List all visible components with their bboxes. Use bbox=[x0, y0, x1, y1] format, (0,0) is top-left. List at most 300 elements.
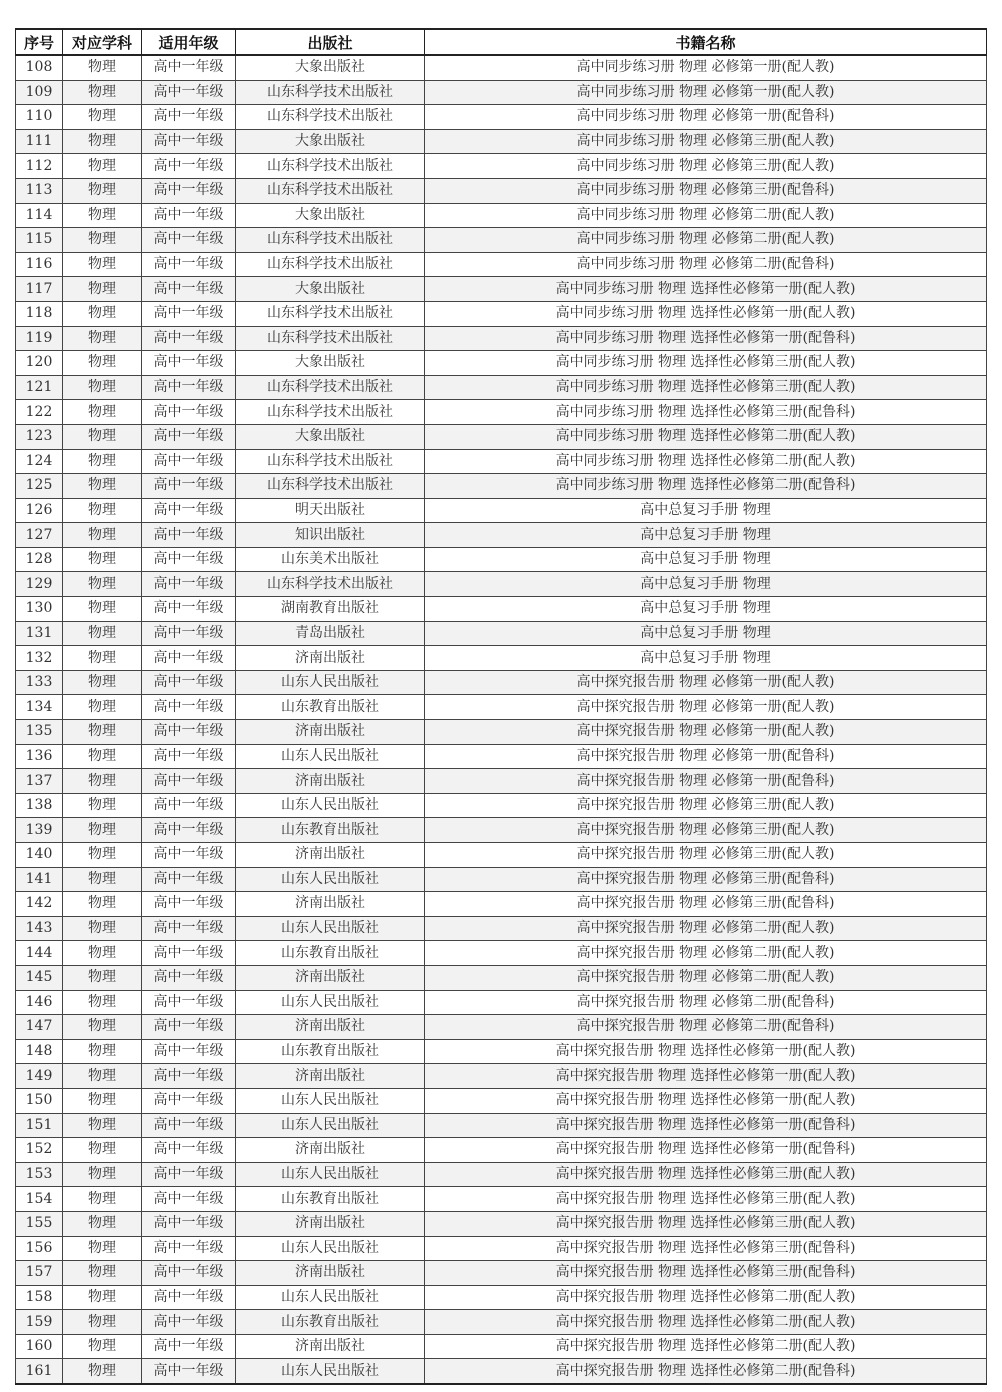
cell-grade: 高中一年级 bbox=[142, 547, 236, 572]
table-row bbox=[16, 1285, 987, 1310]
table-row bbox=[16, 793, 987, 818]
cell-publisher: 山东人民出版社 bbox=[236, 990, 425, 1015]
cell-book-title: 高中同步练习册 物理 必修第一册(配鲁科) bbox=[425, 105, 987, 130]
cell-subject: 物理 bbox=[63, 301, 142, 326]
cell-subject: 物理 bbox=[63, 1088, 142, 1113]
cell-grade: 高中一年级 bbox=[142, 843, 236, 868]
cell-grade: 高中一年级 bbox=[142, 720, 236, 745]
cell-index: 149 bbox=[16, 1064, 63, 1089]
cell-subject: 物理 bbox=[63, 793, 142, 818]
cell-publisher: 山东人民出版社 bbox=[236, 1285, 425, 1310]
cell-subject: 物理 bbox=[63, 818, 142, 843]
table-row bbox=[16, 818, 987, 843]
cell-index: 152 bbox=[16, 1138, 63, 1163]
table-row bbox=[16, 1261, 987, 1286]
cell-subject: 物理 bbox=[63, 1236, 142, 1261]
cell-book-title: 高中探究报告册 物理 必修第一册(配人教) bbox=[425, 720, 987, 745]
cell-publisher: 山东科学技术出版社 bbox=[236, 105, 425, 130]
cell-grade: 高中一年级 bbox=[142, 1039, 236, 1064]
cell-index: 141 bbox=[16, 867, 63, 892]
cell-subject: 物理 bbox=[63, 105, 142, 130]
cell-index: 156 bbox=[16, 1236, 63, 1261]
cell-index: 160 bbox=[16, 1334, 63, 1359]
table-row bbox=[16, 572, 987, 597]
table-row bbox=[16, 203, 987, 228]
cell-publisher: 山东教育出版社 bbox=[236, 1039, 425, 1064]
cell-grade: 高中一年级 bbox=[142, 695, 236, 720]
table-row bbox=[16, 941, 987, 966]
cell-grade: 高中一年级 bbox=[142, 1310, 236, 1335]
cell-grade: 高中一年级 bbox=[142, 1162, 236, 1187]
cell-grade: 高中一年级 bbox=[142, 916, 236, 941]
cell-subject: 物理 bbox=[63, 1113, 142, 1138]
cell-grade: 高中一年级 bbox=[142, 744, 236, 769]
cell-subject: 物理 bbox=[63, 1211, 142, 1236]
cell-grade: 高中一年级 bbox=[142, 424, 236, 449]
cell-publisher: 济南出版社 bbox=[236, 720, 425, 745]
cell-subject: 物理 bbox=[63, 843, 142, 868]
cell-book-title: 高中探究报告册 物理 选择性必修第三册(配人教) bbox=[425, 1162, 987, 1187]
cell-publisher: 山东科学技术出版社 bbox=[236, 154, 425, 179]
cell-subject: 物理 bbox=[63, 916, 142, 941]
cell-grade: 高中一年级 bbox=[142, 498, 236, 523]
cell-book-title: 高中总复习手册 物理 bbox=[425, 572, 987, 597]
cell-subject: 物理 bbox=[63, 351, 142, 376]
table-row bbox=[16, 1015, 987, 1040]
cell-grade: 高中一年级 bbox=[142, 1064, 236, 1089]
header-row bbox=[16, 29, 987, 55]
cell-grade: 高中一年级 bbox=[142, 1334, 236, 1359]
cell-publisher: 济南出版社 bbox=[236, 1334, 425, 1359]
cell-index: 154 bbox=[16, 1187, 63, 1212]
cell-index: 161 bbox=[16, 1359, 63, 1384]
cell-grade: 高中一年级 bbox=[142, 400, 236, 425]
cell-publisher: 山东人民出版社 bbox=[236, 916, 425, 941]
cell-grade: 高中一年级 bbox=[142, 1261, 236, 1286]
cell-index: 145 bbox=[16, 965, 63, 990]
cell-publisher: 知识出版社 bbox=[236, 523, 425, 548]
cell-book-title: 高中同步练习册 物理 必修第三册(配鲁科) bbox=[425, 178, 987, 203]
cell-subject: 物理 bbox=[63, 547, 142, 572]
cell-index: 131 bbox=[16, 621, 63, 646]
cell-publisher: 济南出版社 bbox=[236, 1211, 425, 1236]
cell-book-title: 高中同步练习册 物理 选择性必修第一册(配人教) bbox=[425, 277, 987, 302]
cell-publisher: 大象出版社 bbox=[236, 277, 425, 302]
cell-book-title: 高中探究报告册 物理 必修第三册(配人教) bbox=[425, 793, 987, 818]
cell-subject: 物理 bbox=[63, 449, 142, 474]
table-row bbox=[16, 720, 987, 745]
cell-book-title: 高中同步练习册 物理 选择性必修第二册(配人教) bbox=[425, 449, 987, 474]
cell-publisher: 济南出版社 bbox=[236, 1015, 425, 1040]
cell-subject: 物理 bbox=[63, 154, 142, 179]
table-row bbox=[16, 474, 987, 499]
cell-grade: 高中一年级 bbox=[142, 474, 236, 499]
cell-subject: 物理 bbox=[63, 474, 142, 499]
cell-grade: 高中一年级 bbox=[142, 375, 236, 400]
cell-book-title: 高中总复习手册 物理 bbox=[425, 621, 987, 646]
cell-index: 143 bbox=[16, 916, 63, 941]
cell-subject: 物理 bbox=[63, 498, 142, 523]
cell-grade: 高中一年级 bbox=[142, 228, 236, 253]
cell-book-title: 高中探究报告册 物理 必修第三册(配人教) bbox=[425, 843, 987, 868]
cell-publisher: 山东人民出版社 bbox=[236, 744, 425, 769]
table-row bbox=[16, 523, 987, 548]
cell-book-title: 高中探究报告册 物理 必修第二册(配鲁科) bbox=[425, 1015, 987, 1040]
cell-index: 132 bbox=[16, 646, 63, 671]
cell-book-title: 高中总复习手册 物理 bbox=[425, 498, 987, 523]
cell-index: 138 bbox=[16, 793, 63, 818]
cell-grade: 高中一年级 bbox=[142, 1359, 236, 1384]
cell-book-title: 高中探究报告册 物理 选择性必修第三册(配鲁科) bbox=[425, 1261, 987, 1286]
header-index: 序号 bbox=[16, 29, 63, 55]
cell-publisher: 湖南教育出版社 bbox=[236, 597, 425, 622]
cell-publisher: 山东人民出版社 bbox=[236, 1088, 425, 1113]
cell-grade: 高中一年级 bbox=[142, 203, 236, 228]
table-row bbox=[16, 597, 987, 622]
cell-book-title: 高中同步练习册 物理 选择性必修第一册(配人教) bbox=[425, 301, 987, 326]
table-row bbox=[16, 326, 987, 351]
cell-index: 140 bbox=[16, 843, 63, 868]
cell-subject: 物理 bbox=[63, 646, 142, 671]
cell-book-title: 高中总复习手册 物理 bbox=[425, 597, 987, 622]
cell-grade: 高中一年级 bbox=[142, 1285, 236, 1310]
cell-book-title: 高中总复习手册 物理 bbox=[425, 547, 987, 572]
cell-index: 113 bbox=[16, 178, 63, 203]
cell-publisher: 山东教育出版社 bbox=[236, 1310, 425, 1335]
cell-subject: 物理 bbox=[63, 203, 142, 228]
table-body bbox=[16, 55, 987, 1384]
table-row bbox=[16, 375, 987, 400]
cell-subject: 物理 bbox=[63, 252, 142, 277]
cell-publisher: 山东教育出版社 bbox=[236, 818, 425, 843]
cell-grade: 高中一年级 bbox=[142, 892, 236, 917]
cell-index: 118 bbox=[16, 301, 63, 326]
cell-publisher: 山东科学技术出版社 bbox=[236, 375, 425, 400]
cell-subject: 物理 bbox=[63, 1359, 142, 1384]
table-row bbox=[16, 1310, 987, 1335]
cell-grade: 高中一年级 bbox=[142, 1187, 236, 1212]
table-row bbox=[16, 301, 987, 326]
cell-subject: 物理 bbox=[63, 1138, 142, 1163]
cell-book-title: 高中探究报告册 物理 选择性必修第一册(配人教) bbox=[425, 1039, 987, 1064]
cell-grade: 高中一年级 bbox=[142, 867, 236, 892]
cell-book-title: 高中同步练习册 物理 必修第二册(配人教) bbox=[425, 228, 987, 253]
cell-book-title: 高中同步练习册 物理 选择性必修第三册(配人教) bbox=[425, 351, 987, 376]
cell-index: 119 bbox=[16, 326, 63, 351]
cell-subject: 物理 bbox=[63, 744, 142, 769]
cell-publisher: 山东科学技术出版社 bbox=[236, 572, 425, 597]
cell-grade: 高中一年级 bbox=[142, 597, 236, 622]
cell-index: 155 bbox=[16, 1211, 63, 1236]
cell-publisher: 济南出版社 bbox=[236, 1261, 425, 1286]
cell-grade: 高中一年级 bbox=[142, 1088, 236, 1113]
cell-publisher: 济南出版社 bbox=[236, 646, 425, 671]
cell-grade: 高中一年级 bbox=[142, 154, 236, 179]
cell-book-title: 高中探究报告册 物理 选择性必修第三册(配人教) bbox=[425, 1211, 987, 1236]
cell-publisher: 青岛出版社 bbox=[236, 621, 425, 646]
cell-book-title: 高中同步练习册 物理 必修第一册(配人教) bbox=[425, 55, 987, 80]
table-row bbox=[16, 769, 987, 794]
cell-publisher: 山东科学技术出版社 bbox=[236, 228, 425, 253]
table-row bbox=[16, 744, 987, 769]
cell-publisher: 济南出版社 bbox=[236, 965, 425, 990]
cell-index: 146 bbox=[16, 990, 63, 1015]
table-row bbox=[16, 695, 987, 720]
table-row bbox=[16, 892, 987, 917]
table-row bbox=[16, 1359, 987, 1384]
table-row bbox=[16, 1039, 987, 1064]
cell-index: 142 bbox=[16, 892, 63, 917]
cell-grade: 高中一年级 bbox=[142, 793, 236, 818]
cell-subject: 物理 bbox=[63, 941, 142, 966]
cell-subject: 物理 bbox=[63, 695, 142, 720]
cell-publisher: 山东教育出版社 bbox=[236, 941, 425, 966]
cell-book-title: 高中同步练习册 物理 必修第一册(配人教) bbox=[425, 80, 987, 105]
table-row bbox=[16, 646, 987, 671]
cell-book-title: 高中总复习手册 物理 bbox=[425, 646, 987, 671]
cell-subject: 物理 bbox=[63, 400, 142, 425]
cell-subject: 物理 bbox=[63, 621, 142, 646]
cell-publisher: 大象出版社 bbox=[236, 351, 425, 376]
cell-publisher: 山东人民出版社 bbox=[236, 1359, 425, 1384]
cell-index: 114 bbox=[16, 203, 63, 228]
cell-index: 151 bbox=[16, 1113, 63, 1138]
cell-book-title: 高中探究报告册 物理 选择性必修第一册(配鲁科) bbox=[425, 1113, 987, 1138]
cell-publisher: 济南出版社 bbox=[236, 1138, 425, 1163]
table-row bbox=[16, 80, 987, 105]
cell-publisher: 山东科学技术出版社 bbox=[236, 252, 425, 277]
table-row bbox=[16, 228, 987, 253]
cell-index: 110 bbox=[16, 105, 63, 130]
cell-index: 139 bbox=[16, 818, 63, 843]
cell-publisher: 大象出版社 bbox=[236, 129, 425, 154]
cell-publisher: 山东教育出版社 bbox=[236, 695, 425, 720]
cell-book-title: 高中同步练习册 物理 必修第二册(配人教) bbox=[425, 203, 987, 228]
cell-subject: 物理 bbox=[63, 670, 142, 695]
table-row bbox=[16, 867, 987, 892]
cell-index: 133 bbox=[16, 670, 63, 695]
cell-index: 129 bbox=[16, 572, 63, 597]
cell-publisher: 大象出版社 bbox=[236, 203, 425, 228]
cell-book-title: 高中同步练习册 物理 必修第三册(配人教) bbox=[425, 129, 987, 154]
table-row bbox=[16, 547, 987, 572]
table-row bbox=[16, 670, 987, 695]
cell-grade: 高中一年级 bbox=[142, 55, 236, 80]
cell-book-title: 高中探究报告册 物理 选择性必修第一册(配鲁科) bbox=[425, 1138, 987, 1163]
cell-index: 135 bbox=[16, 720, 63, 745]
cell-subject: 物理 bbox=[63, 178, 142, 203]
table-row bbox=[16, 1236, 987, 1261]
cell-publisher: 山东人民出版社 bbox=[236, 867, 425, 892]
cell-grade: 高中一年级 bbox=[142, 941, 236, 966]
cell-grade: 高中一年级 bbox=[142, 670, 236, 695]
cell-index: 158 bbox=[16, 1285, 63, 1310]
cell-publisher: 山东人民出版社 bbox=[236, 793, 425, 818]
cell-subject: 物理 bbox=[63, 1310, 142, 1335]
cell-grade: 高中一年级 bbox=[142, 965, 236, 990]
cell-book-title: 高中探究报告册 物理 选择性必修第二册(配人教) bbox=[425, 1285, 987, 1310]
cell-publisher: 山东美术出版社 bbox=[236, 547, 425, 572]
cell-grade: 高中一年级 bbox=[142, 129, 236, 154]
cell-subject: 物理 bbox=[63, 1261, 142, 1286]
cell-book-title: 高中同步练习册 物理 选择性必修第一册(配鲁科) bbox=[425, 326, 987, 351]
cell-grade: 高中一年级 bbox=[142, 449, 236, 474]
cell-book-title: 高中探究报告册 物理 必修第三册(配人教) bbox=[425, 818, 987, 843]
cell-publisher: 山东科学技术出版社 bbox=[236, 326, 425, 351]
cell-grade: 高中一年级 bbox=[142, 80, 236, 105]
cell-publisher: 山东人民出版社 bbox=[236, 1162, 425, 1187]
table-row bbox=[16, 621, 987, 646]
cell-index: 125 bbox=[16, 474, 63, 499]
cell-index: 126 bbox=[16, 498, 63, 523]
table-row bbox=[16, 1162, 987, 1187]
cell-subject: 物理 bbox=[63, 1064, 142, 1089]
cell-publisher: 山东科学技术出版社 bbox=[236, 474, 425, 499]
table-row bbox=[16, 424, 987, 449]
cell-index: 112 bbox=[16, 154, 63, 179]
cell-book-title: 高中同步练习册 物理 必修第二册(配鲁科) bbox=[425, 252, 987, 277]
cell-grade: 高中一年级 bbox=[142, 301, 236, 326]
cell-index: 128 bbox=[16, 547, 63, 572]
cell-book-title: 高中探究报告册 物理 选择性必修第二册(配人教) bbox=[425, 1334, 987, 1359]
cell-publisher: 济南出版社 bbox=[236, 843, 425, 868]
cell-book-title: 高中探究报告册 物理 选择性必修第三册(配鲁科) bbox=[425, 1236, 987, 1261]
cell-index: 130 bbox=[16, 597, 63, 622]
cell-index: 150 bbox=[16, 1088, 63, 1113]
cell-subject: 物理 bbox=[63, 1162, 142, 1187]
cell-book-title: 高中探究报告册 物理 必修第一册(配鲁科) bbox=[425, 744, 987, 769]
cell-subject: 物理 bbox=[63, 1187, 142, 1212]
cell-index: 123 bbox=[16, 424, 63, 449]
cell-grade: 高中一年级 bbox=[142, 105, 236, 130]
table-row bbox=[16, 1138, 987, 1163]
cell-subject: 物理 bbox=[63, 55, 142, 80]
table-row bbox=[16, 178, 987, 203]
header-book-title: 书籍名称 bbox=[425, 29, 987, 55]
cell-index: 157 bbox=[16, 1261, 63, 1286]
cell-index: 148 bbox=[16, 1039, 63, 1064]
cell-subject: 物理 bbox=[63, 720, 142, 745]
cell-subject: 物理 bbox=[63, 990, 142, 1015]
cell-subject: 物理 bbox=[63, 769, 142, 794]
cell-publisher: 山东教育出版社 bbox=[236, 1187, 425, 1212]
cell-subject: 物理 bbox=[63, 1015, 142, 1040]
cell-grade: 高中一年级 bbox=[142, 252, 236, 277]
cell-index: 134 bbox=[16, 695, 63, 720]
table-row bbox=[16, 916, 987, 941]
cell-publisher: 大象出版社 bbox=[236, 55, 425, 80]
cell-subject: 物理 bbox=[63, 424, 142, 449]
cell-book-title: 高中同步练习册 物理 选择性必修第三册(配人教) bbox=[425, 375, 987, 400]
table-row bbox=[16, 1113, 987, 1138]
cell-book-title: 高中探究报告册 物理 必修第三册(配鲁科) bbox=[425, 867, 987, 892]
header-subject: 对应学科 bbox=[63, 29, 142, 55]
cell-publisher: 山东人民出版社 bbox=[236, 1113, 425, 1138]
cell-grade: 高中一年级 bbox=[142, 990, 236, 1015]
cell-subject: 物理 bbox=[63, 1039, 142, 1064]
table-row bbox=[16, 498, 987, 523]
cell-book-title: 高中探究报告册 物理 必修第一册(配人教) bbox=[425, 670, 987, 695]
cell-book-title: 高中探究报告册 物理 必修第一册(配人教) bbox=[425, 695, 987, 720]
cell-book-title: 高中探究报告册 物理 必修第二册(配人教) bbox=[425, 941, 987, 966]
cell-subject: 物理 bbox=[63, 1285, 142, 1310]
cell-subject: 物理 bbox=[63, 523, 142, 548]
cell-subject: 物理 bbox=[63, 892, 142, 917]
cell-grade: 高中一年级 bbox=[142, 1015, 236, 1040]
cell-publisher: 山东科学技术出版社 bbox=[236, 449, 425, 474]
cell-grade: 高中一年级 bbox=[142, 351, 236, 376]
table-row bbox=[16, 277, 987, 302]
cell-index: 122 bbox=[16, 400, 63, 425]
table-row bbox=[16, 449, 987, 474]
cell-book-title: 高中探究报告册 物理 必修第二册(配鲁科) bbox=[425, 990, 987, 1015]
cell-publisher: 山东科学技术出版社 bbox=[236, 301, 425, 326]
cell-book-title: 高中探究报告册 物理 选择性必修第一册(配人教) bbox=[425, 1064, 987, 1089]
table-row bbox=[16, 1088, 987, 1113]
cell-book-title: 高中探究报告册 物理 必修第三册(配鲁科) bbox=[425, 892, 987, 917]
book-list-table bbox=[15, 28, 987, 1385]
cell-book-title: 高中同步练习册 物理 必修第三册(配人教) bbox=[425, 154, 987, 179]
cell-book-title: 高中同步练习册 物理 选择性必修第二册(配人教) bbox=[425, 424, 987, 449]
cell-subject: 物理 bbox=[63, 572, 142, 597]
cell-book-title: 高中探究报告册 物理 选择性必修第二册(配鲁科) bbox=[425, 1359, 987, 1384]
cell-index: 147 bbox=[16, 1015, 63, 1040]
cell-subject: 物理 bbox=[63, 867, 142, 892]
table-row bbox=[16, 252, 987, 277]
cell-index: 121 bbox=[16, 375, 63, 400]
table-row bbox=[16, 351, 987, 376]
cell-index: 116 bbox=[16, 252, 63, 277]
cell-index: 111 bbox=[16, 129, 63, 154]
cell-grade: 高中一年级 bbox=[142, 277, 236, 302]
table-row bbox=[16, 1064, 987, 1089]
cell-book-title: 高中同步练习册 物理 选择性必修第三册(配鲁科) bbox=[425, 400, 987, 425]
cell-subject: 物理 bbox=[63, 597, 142, 622]
cell-subject: 物理 bbox=[63, 375, 142, 400]
cell-grade: 高中一年级 bbox=[142, 646, 236, 671]
cell-publisher: 山东人民出版社 bbox=[236, 1236, 425, 1261]
cell-index: 127 bbox=[16, 523, 63, 548]
cell-index: 120 bbox=[16, 351, 63, 376]
cell-book-title: 高中探究报告册 物理 必修第二册(配人教) bbox=[425, 965, 987, 990]
cell-grade: 高中一年级 bbox=[142, 1236, 236, 1261]
table-row bbox=[16, 990, 987, 1015]
table-row bbox=[16, 400, 987, 425]
cell-index: 136 bbox=[16, 744, 63, 769]
cell-index: 159 bbox=[16, 1310, 63, 1335]
cell-index: 108 bbox=[16, 55, 63, 80]
cell-grade: 高中一年级 bbox=[142, 572, 236, 597]
cell-subject: 物理 bbox=[63, 965, 142, 990]
cell-book-title: 高中探究报告册 物理 必修第一册(配鲁科) bbox=[425, 769, 987, 794]
cell-index: 115 bbox=[16, 228, 63, 253]
table-row bbox=[16, 154, 987, 179]
cell-publisher: 济南出版社 bbox=[236, 892, 425, 917]
table-row bbox=[16, 129, 987, 154]
cell-publisher: 济南出版社 bbox=[236, 1064, 425, 1089]
cell-index: 144 bbox=[16, 941, 63, 966]
cell-grade: 高中一年级 bbox=[142, 1113, 236, 1138]
table-row bbox=[16, 55, 987, 80]
table-row bbox=[16, 843, 987, 868]
cell-publisher: 明天出版社 bbox=[236, 498, 425, 523]
header-publisher: 出版社 bbox=[236, 29, 425, 55]
cell-subject: 物理 bbox=[63, 228, 142, 253]
cell-grade: 高中一年级 bbox=[142, 178, 236, 203]
header-grade: 适用年级 bbox=[142, 29, 236, 55]
cell-book-title: 高中探究报告册 物理 选择性必修第一册(配人教) bbox=[425, 1088, 987, 1113]
cell-publisher: 大象出版社 bbox=[236, 424, 425, 449]
